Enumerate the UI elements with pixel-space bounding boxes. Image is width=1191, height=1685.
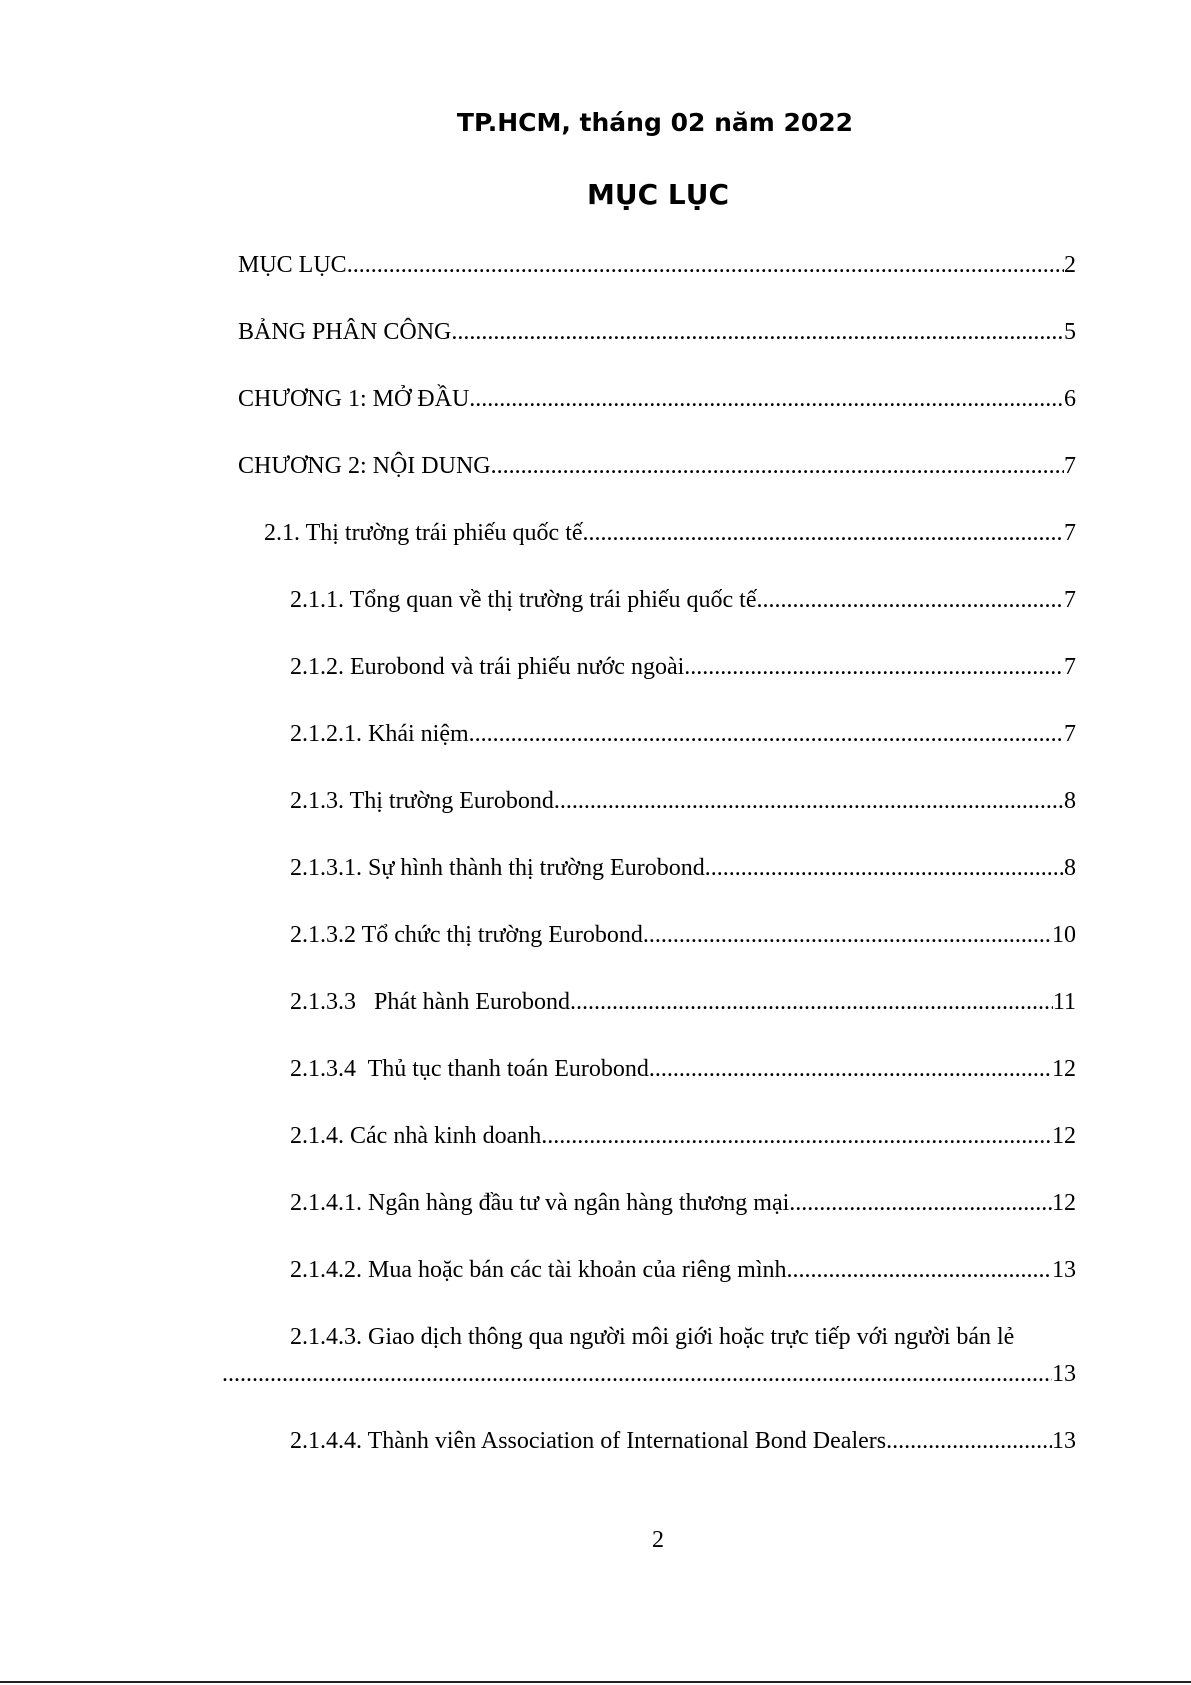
toc-entry[interactable] <box>238 317 1076 347</box>
toc-entry-page: 7 <box>1064 721 1076 747</box>
toc-entry[interactable] <box>290 786 1076 816</box>
toc-entry-title: 2.1.4.2. Mua hoặc bán các tài khoản của riêng mình <box>290 1257 787 1283</box>
toc-entry-page: 2 <box>1064 252 1076 278</box>
toc-entry-title: 2.1. Thị trường trái phiếu quốc tế <box>264 520 583 546</box>
toc-leader-dots <box>451 317 1064 347</box>
toc-entry[interactable] <box>238 250 1076 280</box>
toc-entry-title: BẢNG PHÂN CÔNG <box>238 319 452 345</box>
toc-leader-dots <box>886 1426 1052 1456</box>
toc-leader-dots <box>705 853 1064 883</box>
toc-entry-title: 2.1.4.4. Thành viên Association of International Bond Dealers <box>290 1428 887 1454</box>
toc-entry-page: 5 <box>1064 319 1076 345</box>
toc-entry-page: 8 <box>1064 788 1076 814</box>
toc-entry-page: 11 <box>1052 989 1076 1015</box>
toc-entry-title: 2.1.4.3. Giao dịch thông qua người môi giới hoặc trực tiếp với người bán lẻ <box>290 1324 1015 1350</box>
toc-entry-page: 13 <box>1052 1361 1076 1387</box>
toc-entry-page: 12 <box>1052 1123 1076 1149</box>
toc-entry-title: 2.1.2.1. Khái niệm <box>290 721 469 747</box>
toc-entry-page: 7 <box>1064 654 1076 680</box>
toc-entry-second-line <box>222 1359 1076 1389</box>
toc-leader-dots <box>347 250 1064 280</box>
toc-entry[interactable] <box>290 1426 1076 1456</box>
toc-leader-dots <box>491 451 1064 481</box>
toc-entry[interactable] <box>290 1054 1076 1084</box>
toc-entry-title: 2.1.4.1. Ngân hàng đầu tư và ngân hàng thương mại <box>290 1190 790 1216</box>
toc-entry-page: 10 <box>1052 922 1076 948</box>
toc-entry-page: 12 <box>1052 1190 1076 1216</box>
toc-leader-dots <box>222 1359 1052 1389</box>
toc-entry-page: 7 <box>1064 453 1076 479</box>
toc-entry[interactable] <box>290 652 1076 682</box>
bottom-divider <box>0 1681 1191 1683</box>
toc-entry[interactable] <box>290 853 1076 883</box>
toc-entry-page: 7 <box>1064 520 1076 546</box>
toc-entry-title: 2.1.3.2 Tổ chức thị trường Eurobond <box>290 922 643 948</box>
toc-entry-title: MỤC LỤC <box>238 252 347 278</box>
toc-entry-page: 8 <box>1064 855 1076 881</box>
page-number: 2 <box>652 1527 664 1553</box>
toc-leader-dots <box>541 1121 1052 1151</box>
toc-entry-title: 2.1.3. Thị trường Eurobond <box>290 788 554 814</box>
toc-entry-title: 2.1.4. Các nhà kinh doanh <box>290 1123 542 1149</box>
toc-entry[interactable] <box>290 1121 1076 1151</box>
toc-entry-title: 2.1.3.3 Phát hành Eurobond <box>290 989 570 1015</box>
toc-leader-dots <box>649 1054 1052 1084</box>
toc-leader-dots <box>684 652 1064 682</box>
toc-leader-dots <box>757 585 1065 615</box>
toc-entry-page: 7 <box>1064 587 1076 613</box>
toc-entry[interactable] <box>290 1255 1076 1285</box>
toc-leader-dots <box>570 987 1053 1017</box>
toc-title: MỤC LỤC <box>586 178 730 211</box>
toc-entry[interactable] <box>290 1188 1076 1218</box>
toc-leader-dots <box>469 719 1064 749</box>
toc-entry-title: 2.1.3.1. Sự hình thành thị trường Eurobond <box>290 855 705 881</box>
toc-leader-dots <box>583 518 1064 548</box>
toc-entry-page: 13 <box>1052 1257 1076 1283</box>
toc-entry[interactable] <box>238 384 1076 414</box>
toc-entry[interactable] <box>290 987 1076 1017</box>
toc-entry-title: 2.1.2. Eurobond và trái phiếu nước ngoài <box>290 654 685 680</box>
toc-leader-dots <box>469 384 1064 414</box>
toc-entry[interactable] <box>290 585 1076 615</box>
toc-entry[interactable] <box>290 719 1076 749</box>
toc-leader-dots <box>554 786 1064 816</box>
toc-entry[interactable] <box>290 920 1076 950</box>
toc-leader-dots <box>789 1188 1052 1218</box>
toc-entry-page: 13 <box>1052 1428 1076 1454</box>
toc-entry-title: CHƯƠNG 2: NỘI DUNG <box>238 453 491 479</box>
toc-leader-dots <box>643 920 1052 950</box>
toc-entry-page: 6 <box>1064 386 1076 412</box>
toc-entry-title: CHƯƠNG 1: MỞ ĐẦU <box>238 386 470 412</box>
toc-entry-title: 2.1.3.4 Thủ tục thanh toán Eurobond <box>290 1056 649 1082</box>
toc-entry-title: 2.1.1. Tổng quan về thị trường trái phiếu quốc tế <box>290 587 757 613</box>
date-heading: TP.HCM, tháng 02 năm 2022 <box>456 108 854 137</box>
toc-entry[interactable] <box>238 451 1076 481</box>
toc-entry[interactable] <box>264 518 1076 548</box>
toc-entry-page: 12 <box>1052 1056 1076 1082</box>
toc-entry-first-line <box>290 1322 1076 1352</box>
toc-leader-dots <box>787 1255 1053 1285</box>
